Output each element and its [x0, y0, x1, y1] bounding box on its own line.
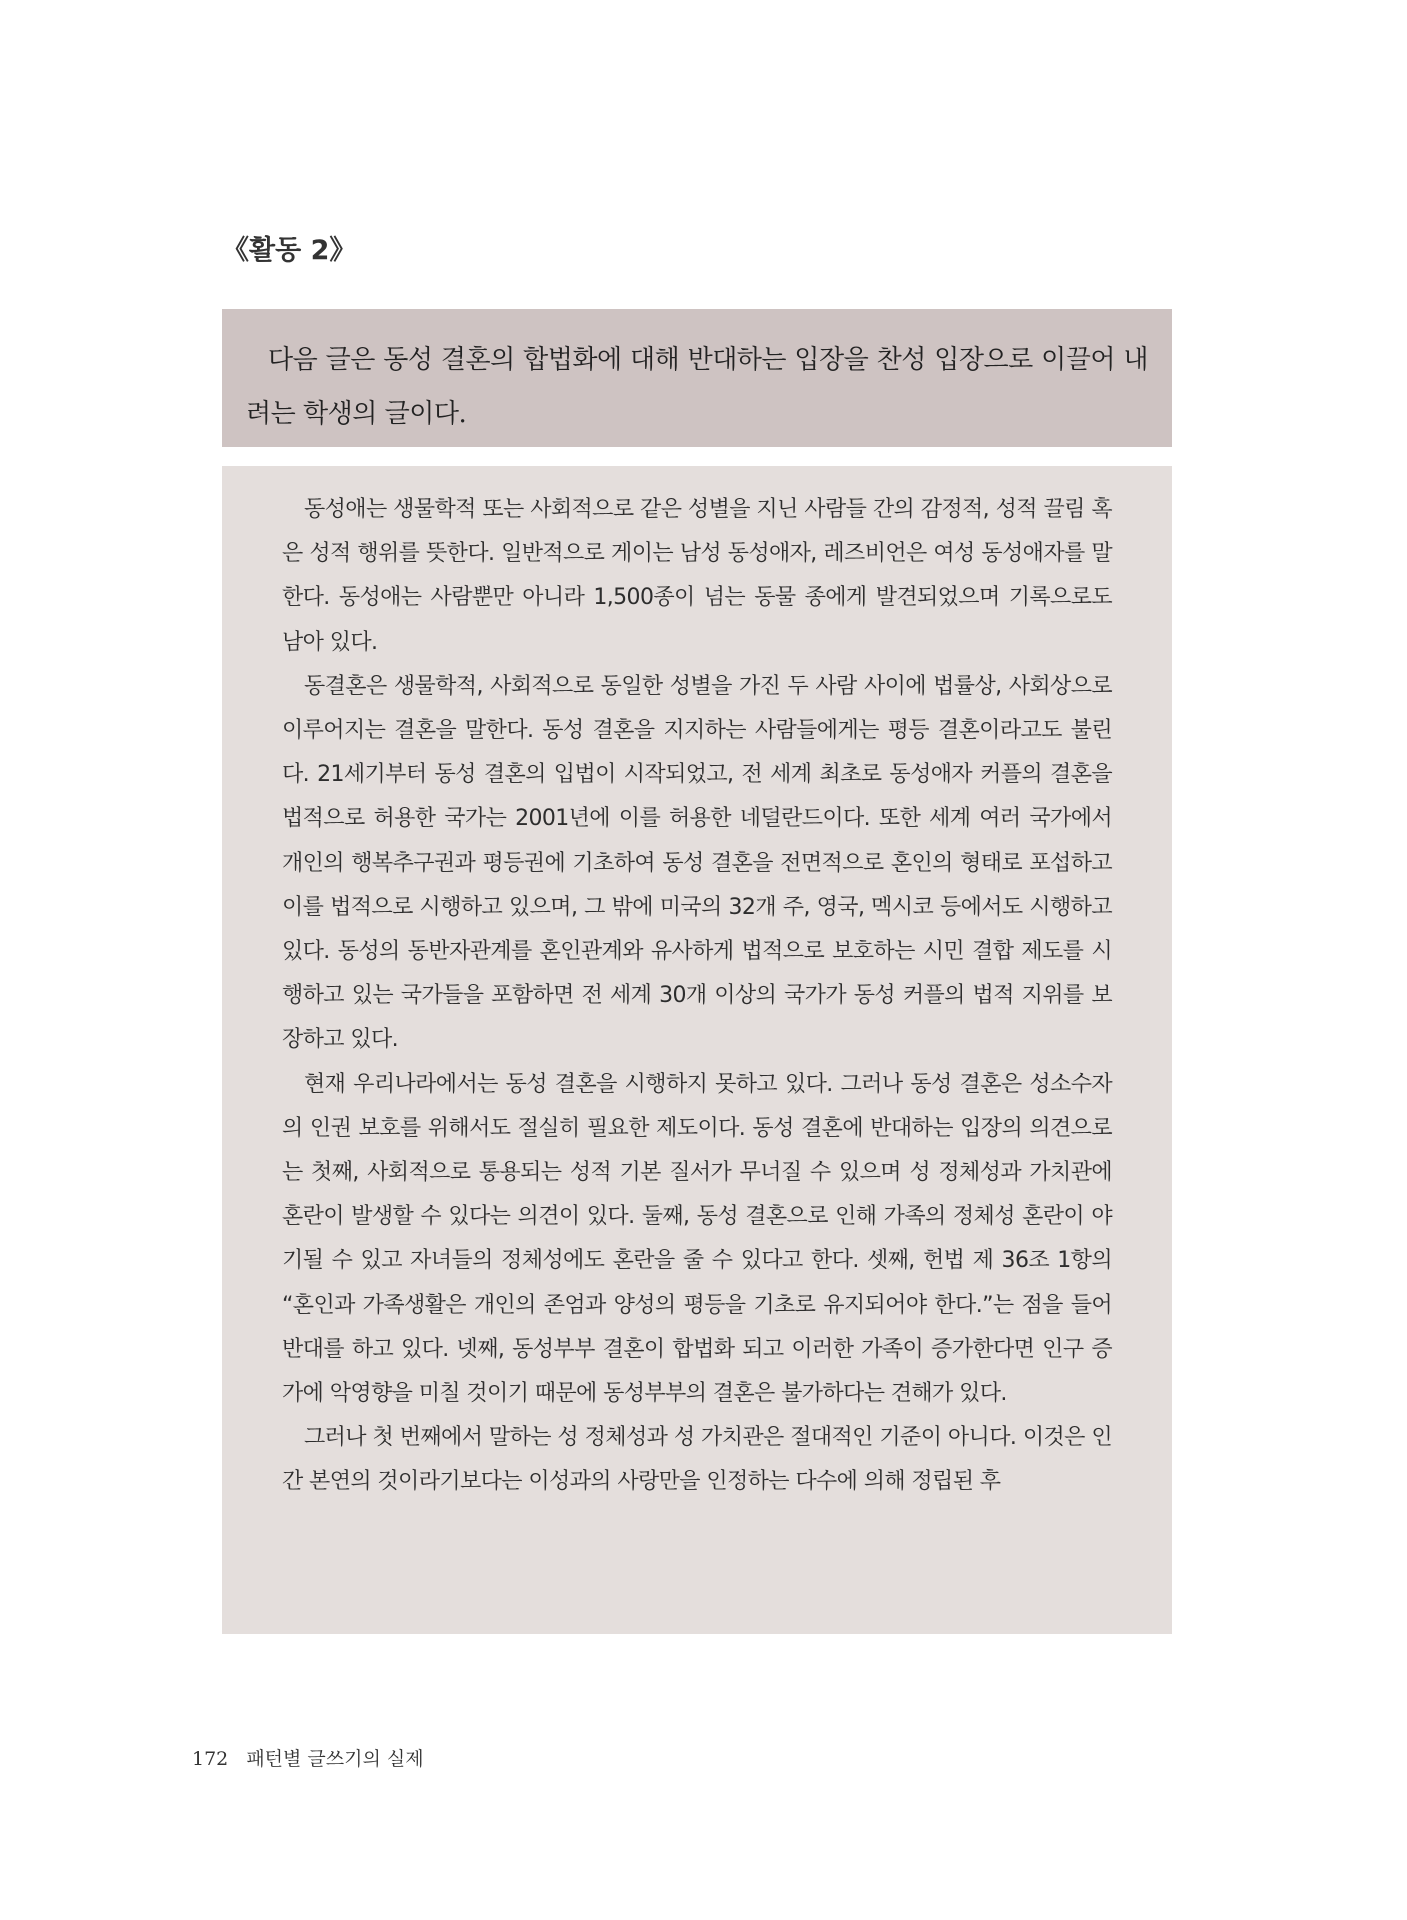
reading-paragraph-1: 동성애는 생물학적 또는 사회적으로 같은 성별을 지닌 사람들 간의 감정적, 성적 끌림 혹은 성적 행위를 뜻한다. 일반적으로 게이는 남성 동성애자, 레즈비언은 여성 동성애자를 말한다. 동성애는 사람뿐만 아니라 1,500종이 넘는 동물 종에게 발견되었으며 기록으로도 남아 있다.: [282, 497, 1112, 655]
reading-passage: [222, 466, 1172, 1634]
reading-paragraph-2: 동결혼은 생물학적, 사회적으로 동일한 성별을 가진 두 사람 사이에 법률상, 사회상으로 이루어지는 결혼을 말한다. 동성 결혼을 지지하는 사람들에게는 평등 결혼이라고도 불린다. 21세기부터 동성 결혼의 입법이 시작되었고, 전 세계 최초로 동성애자 커플의 결혼을 법적으로 허용한 국가는 2001년에 이를 허용한 네덜란드이다. 또한 세계 여러 국가에서 개인의 행복추구권과 평등권에 기초하여 동성 결혼을 전면적으로 혼인의 형태로 포섭하고 이를 법적으로 시행하고 있으며, 그 밖에 미국의 32개 주, 영국, 멕시코 등에서도 시행하고 있다. 동성의 동반자관계를 혼인관계와 유사하게 법적으로 보호하는 시민 결합 제도를 시행하고 있는 국가들을 포함하면 전 세계 30개 이상의 국가가 동성 커플의 법적 지위를 보장하고 있다.: [282, 673, 1112, 1053]
reading-paragraph-3: 현재 우리나라에서는 동성 결혼을 시행하지 못하고 있다. 그러나 동성 결혼은 성소수자의 인권 보호를 위해서도 절실히 필요한 제도이다. 동성 결혼에 반대하는 입장의 의견으로는 첫째, 사회적으로 통용되는 성적 기본 질서가 무너질 수 있으며 성 정체성과 가치관에 혼란이 발생할 수 있다는 의견이 있다. 둘째, 동성 결혼으로 인해 가족의 정체성 혼란이 야기될 수 있고 자녀들의 정체성에도 혼란을 줄 수 있다고 한다. 셋째, 헌법 제 36조 1항의 “혼인과 가족생활은 개인의 존엄과 양성의 평등을 기초로 유지되어야 한다.”는 점을 들어 반대를 하고 있다. 넷째, 동성부부 결혼이 합법화 되고 이러한 가족이 증가한다면 인구 증가에 악영향을 미칠 것이기 때문에 동성부부의 결혼은 불가하다는 견해가 있다.: [282, 1071, 1112, 1407]
prompt-box: [222, 309, 1172, 447]
page-number: 172: [192, 1748, 229, 1770]
page-footer: [192, 1744, 424, 1771]
prompt-text: 다음 글은 동성 결혼의 합법화에 대해 반대하는 입장을 찬성 입장으로 이끌어 내려는 학생의 글이다.: [246, 345, 1148, 429]
activity-heading: 《활동 2》: [222, 235, 357, 266]
reading-paragraph-4: 그러나 첫 번째에서 말하는 성 정체성과 성 가치관은 절대적인 기준이 아니다. 이것은 인간 본연의 것이라기보다는 이성과의 사랑만을 인정하는 다수에 의해 정립된 후: [282, 1425, 1112, 1495]
book-title: 패턴별 글쓰기의 실제: [246, 1748, 424, 1770]
